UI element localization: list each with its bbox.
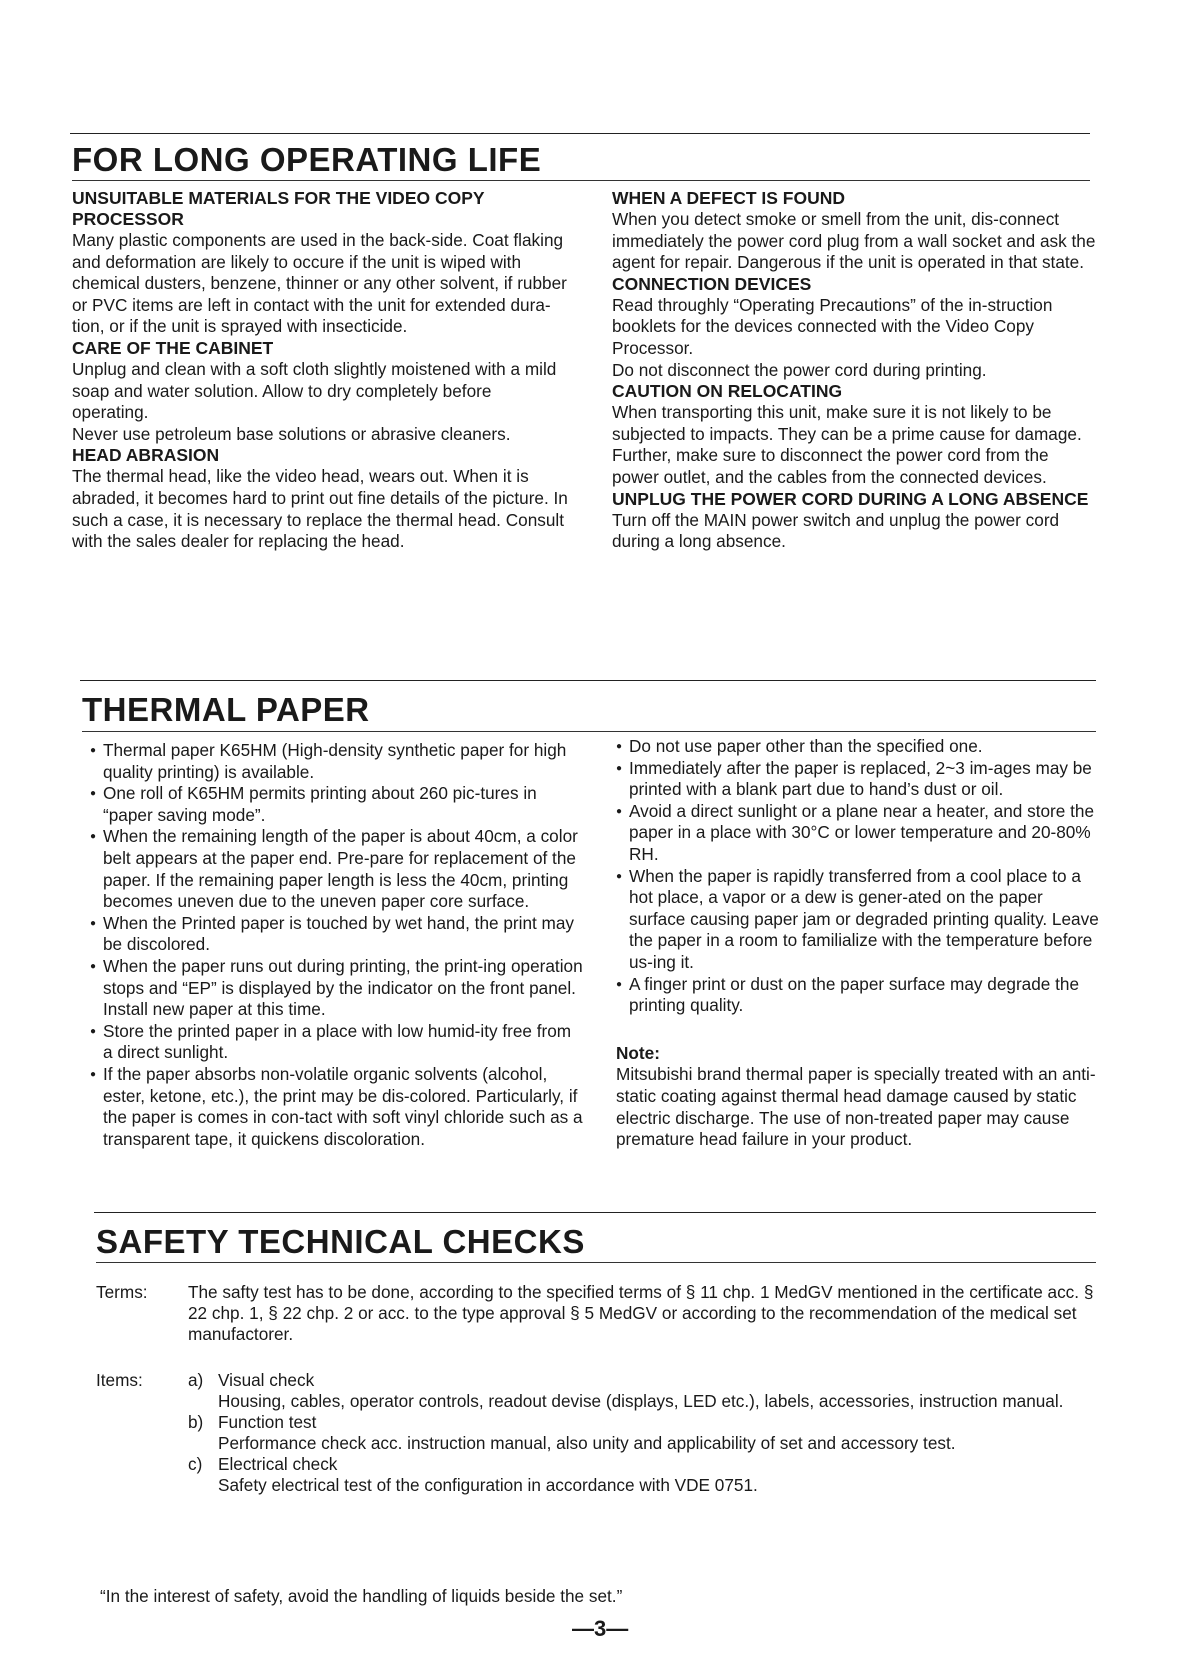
heading-head-abrasion: HEAD ABRASION: [72, 445, 220, 466]
list-item: [188, 1412, 1100, 1454]
item-text: Housing, cables, operator controls, readout devise (displays, LED etc.), labels, accessories, instruction manual.: [218, 1391, 1064, 1411]
item-text: Performance check acc. instruction manual, also unity and applicability of set and accessory test.: [218, 1433, 956, 1453]
section-title-long-life: FOR LONG OPERATING LIFE: [72, 141, 542, 178]
page-number: —3—: [572, 1616, 629, 1641]
list-item: ● When the Printed paper is touched by wet hand, the print may be discolored.: [90, 913, 584, 956]
text-caution-relocating: When transporting this unit, make sure it is not likely to be subjected to impacts. They can be a prime cause for damage. Further, make sure to disconnect the power cord from the power outlet, and the cables from the connected devices.: [612, 402, 1082, 487]
items-list: [188, 1370, 1100, 1496]
safety-quote: “In the interest of safety, avoid the handling of liquids beside the set.”: [100, 1586, 623, 1606]
title-rule-long-life: [72, 180, 1090, 181]
long-life-left-column: [72, 188, 570, 553]
thermal-top-rule: [80, 680, 1096, 681]
list-item: ● One roll of K65HM permits printing about 260 pic-tures in “paper saving mode”.: [90, 783, 584, 826]
list-item: ● When the paper runs out during printing, the print-ing operation stops and “EP” is displayed by the indicator on the front panel. Install new paper at this time.: [90, 956, 584, 1021]
list-item: ● Store the printed paper in a place with low humid-ity free from a direct sunlight.: [90, 1021, 584, 1064]
heading-care-cabinet: CARE OF THE CABINET: [72, 337, 274, 358]
list-item: ● Avoid a direct sunlight or a plane near a heater, and store the paper in a place with 30°C or lower temperature and 20-80% RH.: [616, 801, 1100, 866]
long-life-right-column: [612, 188, 1096, 553]
section-title-safety: SAFETY TECHNICAL CHECKS: [96, 1223, 585, 1260]
list-item: ● Do not use paper other than the specified one.: [616, 736, 1100, 758]
top-rule: [70, 133, 1090, 134]
item-title: Function test: [218, 1412, 317, 1432]
item-text: Safety electrical test of the configuration in accordance with VDE 0751.: [218, 1475, 758, 1495]
item-letter: a): [188, 1370, 204, 1390]
note-heading: Note:: [616, 1042, 660, 1063]
item-title: Visual check: [218, 1370, 315, 1390]
thermal-right-list: [616, 736, 1100, 1017]
heading-connection-devices: CONNECTION DEVICES: [612, 273, 812, 294]
terms-row: [96, 1282, 1100, 1352]
text-unplug-absence: Turn off the MAIN power switch and unplug the power cord during a long absence.: [612, 509, 1060, 552]
text-care-cabinet: Unplug and clean with a soft cloth slightly moistened with a mild soap and water solution. Allow to dry completely before operating.: [72, 358, 557, 423]
text-care-cabinet-2: Never use petroleum base solutions or abrasive cleaners.: [72, 423, 511, 444]
terms-text: The safty test has to be done, according to the specified terms of § 11 chp. 1 MedGV mentioned in the certificate acc. § 22 chp. 1, § 22 chp. 2 or acc. to the type approval § 5 MedGV or according to the recommendation of the medical set manufactorer.: [188, 1282, 1094, 1344]
item-title: Electrical check: [218, 1454, 338, 1474]
text-head-abrasion: The thermal head, like the video head, wears out. When it is abraded, it becomes hard to print out fine details of the picture. In such a case, it is necessary to replace the thermal head. Consult with the sales dealer for replacing the head.: [72, 466, 568, 552]
list-item: ● Immediately after the paper is replaced, 2~3 im-ages may be printed with a blank part due to hand’s dust or oil.: [616, 758, 1100, 801]
list-item: ● When the paper is rapidly transferred from a cool place to a hot place, a vapor or a dew is gener-ated on the paper surface causing paper jam or degraded printing quality. Leave the paper in a room to familialize with the temperature before us-ing it.: [616, 866, 1100, 974]
list-item: ● A finger print or dust on the paper surface may degrade the printing quality.: [616, 974, 1100, 1017]
title-rule-safety: [96, 1262, 1096, 1263]
text-connection-devices-2: Do not disconnect the power cord during printing.: [612, 359, 987, 380]
safety-top-rule: [94, 1212, 1096, 1213]
thermal-left-column: [90, 740, 584, 1150]
thermal-right-column: [616, 736, 1100, 1151]
list-item: ● When the remaining length of the paper is about 40cm, a color belt appears at the paper end. Pre-pare for replacement of the paper. If the remaining paper length is less the 40cm, printing becomes uneven due to the uneven paper core surface.: [90, 826, 584, 912]
text-unsuitable-materials: Many plastic components are used in the back-side. Coat flaking and deformation are likely to occure if the unit is wiped with chemical dusters, benzene, thinner or any other solvent, if rubber or PVC items are left in contact with the unit for extended dura-tion, or if the unit is sprayed with insecticide.: [72, 230, 567, 337]
items-row: [96, 1370, 1100, 1550]
item-letter: b): [188, 1412, 204, 1432]
terms-label: Terms:: [96, 1282, 148, 1302]
note-text: Mitsubishi brand thermal paper is specially treated with an anti-static coating against thermal head damage caused by static electric discharge. The use of non-treated paper may cause premature head failure in your product.: [616, 1064, 1096, 1150]
thermal-left-list: [90, 740, 584, 1150]
list-item: [188, 1454, 1100, 1496]
text-defect-found: When you detect smoke or smell from the unit, dis-connect immediately the power cord plug from a wall socket and ask the agent for repair. Dangerous if the unit is operated in that state.: [612, 209, 1096, 273]
item-letter: c): [188, 1454, 203, 1474]
list-item: [188, 1370, 1100, 1412]
heading-caution-relocating: CAUTION ON RELOCATING: [612, 381, 843, 402]
section-title-thermal-paper: THERMAL PAPER: [82, 691, 370, 728]
text-connection-devices: Read throughly “Operating Precautions” of the in-struction booklets for the devices connected with the Video Copy Processor.: [612, 294, 1053, 358]
list-item: ● If the paper absorbs non-volatile organic solvents (alcohol, ester, ketone, etc.), the print may be dis-colored. Particularly, if the paper is comes in con-tact with soft vinyl chloride such as a transparent tape, it quickens discoloration.: [90, 1064, 584, 1150]
items-label: Items:: [96, 1370, 143, 1390]
heading-defect-found: WHEN A DEFECT IS FOUND: [612, 188, 846, 208]
heading-unsuitable-materials: UNSUITABLE MATERIALS FOR THE VIDEO COPY PROCESSOR: [72, 188, 485, 229]
heading-unplug-absence: UNPLUG THE POWER CORD DURING A LONG ABSENCE: [612, 488, 1089, 509]
title-rule-thermal: [82, 731, 1096, 732]
list-item: ● Thermal paper K65HM (High-density synthetic paper for high quality printing) is available.: [90, 740, 584, 783]
